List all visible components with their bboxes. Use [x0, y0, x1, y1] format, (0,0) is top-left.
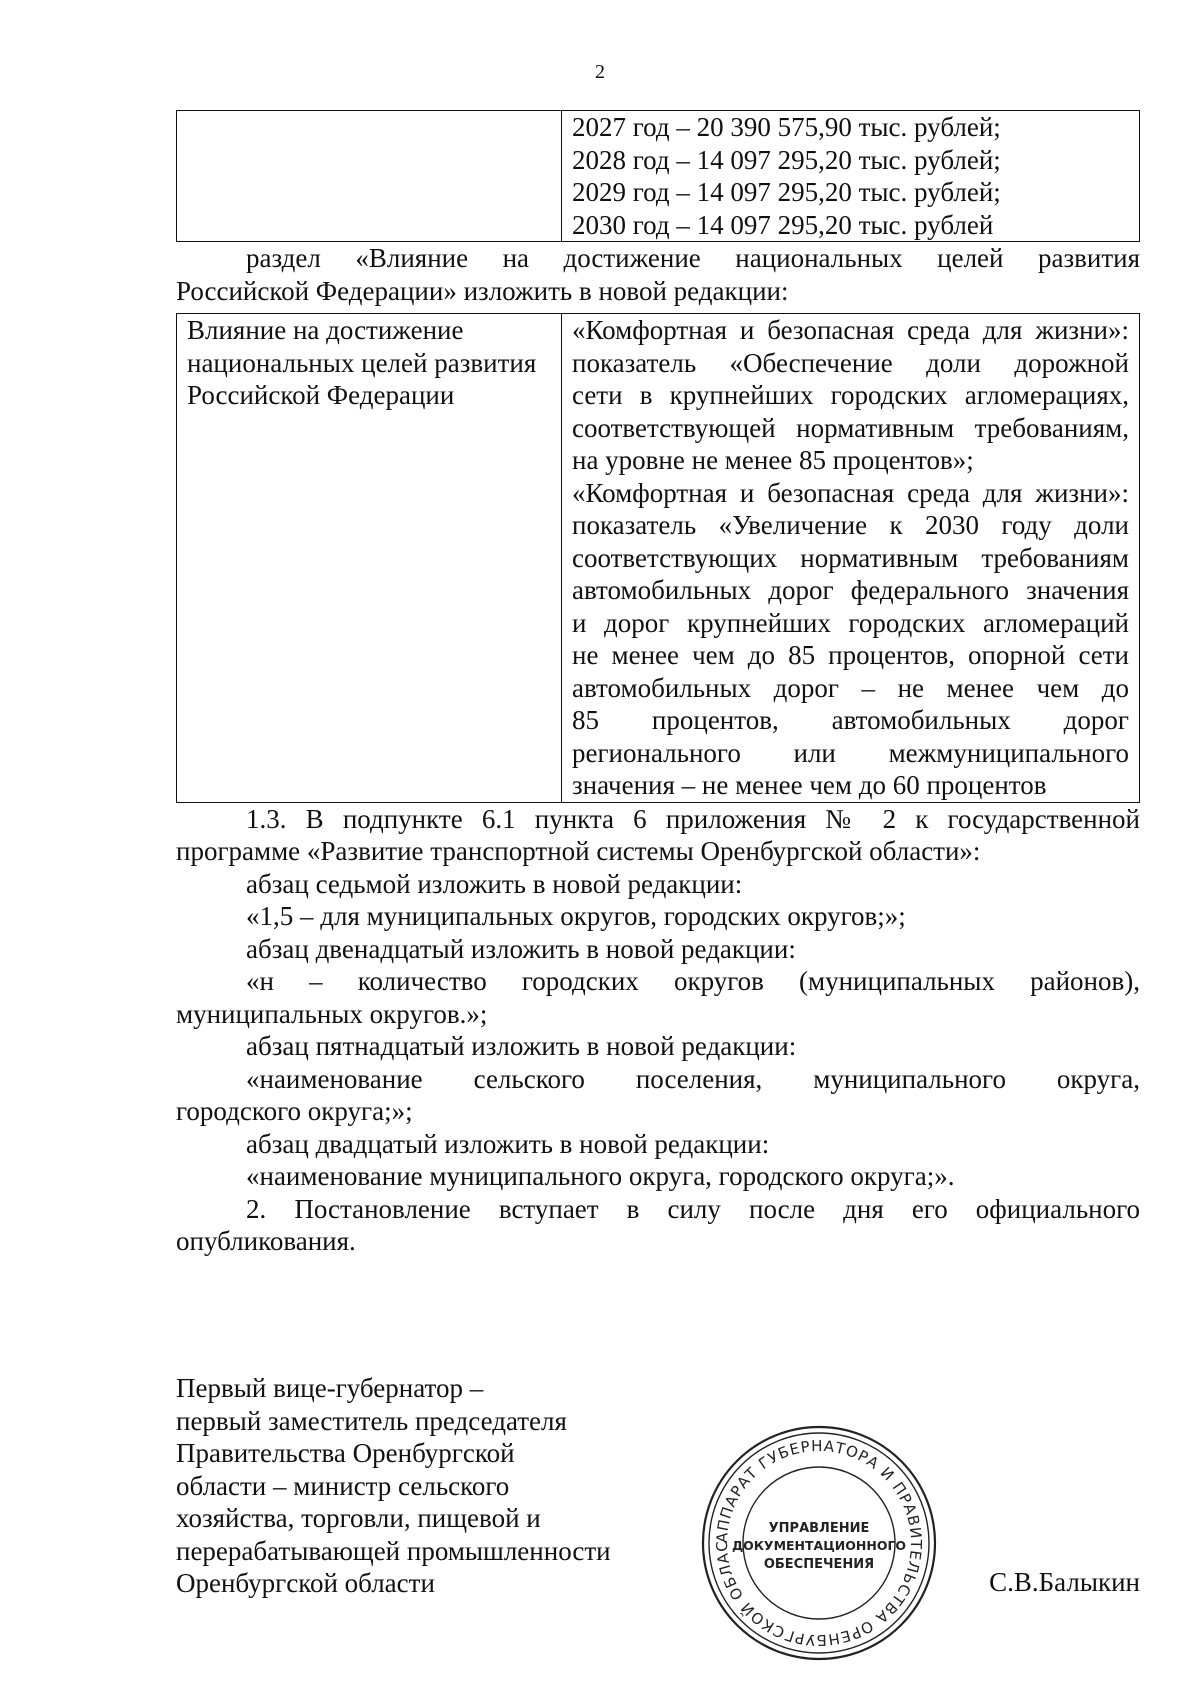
official-stamp	[698, 1422, 940, 1664]
stamp-center-line: ОБЕСПЕЧЕНИЯ	[763, 1557, 875, 1572]
impact-value-line: соответствующей нормативным требованиям,	[572, 412, 1129, 443]
signatory-title-line: Правительства Оренбургской	[176, 1438, 515, 1468]
stamp-seal-icon	[698, 1422, 940, 1664]
stamp-ring-text: АППАРАТ ГУБЕРНАТОРА И ПРАВИТЕЛЬСТВА ОРЕНБУРГСКОЙ ОБЛАС	[712, 1436, 926, 1650]
table-row	[177, 111, 1140, 242]
paragraph-2-line1: 2. Постановление вступает в силу после дня его официального	[246, 1193, 1140, 1224]
document-body	[176, 110, 1140, 1258]
section-intro	[176, 242, 1140, 307]
signatory-title-line: первый заместитель председателя	[176, 1405, 567, 1436]
impact-value-line: 85 процентов, автомобильных дорог	[572, 705, 1129, 735]
paragraph-1-3	[176, 803, 1140, 868]
impact-value-line: и дорог крупнейших городских агломераций	[572, 607, 1129, 638]
section-intro-line2: Российской Федерации» изложить в новой редакции:	[176, 275, 789, 306]
impact-value-line: показатель «Увеличение к 2030 году доли	[572, 510, 1129, 540]
impact-value-line: автомобильных дорог – не менее чем до	[572, 672, 1129, 703]
paragraph-twelfth-line1: «н – количество городских округов (муниципальных районов),	[246, 966, 1140, 996]
funding-table	[176, 110, 1140, 242]
stamp-center-line: УПРАВЛЕНИЕ	[768, 1521, 870, 1536]
table-row	[177, 314, 1140, 803]
paragraph-2-line2: опубликования.	[176, 1226, 356, 1256]
signatory-title-line: Оренбургской области	[176, 1568, 435, 1598]
impact-value-line: регионального или межмуниципального	[572, 737, 1129, 768]
signatory-title-line: хозяйства, торговли, пищевой и	[176, 1503, 541, 1533]
impact-value-line: на уровне не менее 85 процентов»;	[572, 445, 974, 475]
impact-label-line: национальных целей развития	[187, 347, 537, 378]
paragraph-1-3-line1: 1.3. В подпункте 6.1 пункта 6 приложения № 2 к государственной	[246, 803, 1140, 834]
funding-table-values-cell	[562, 111, 1140, 242]
impact-value-line: «Комфортная и безопасная среда для жизни»:	[572, 315, 1129, 345]
paragraph-fifteenth-heading: абзац пятнадцатый изложить в новой редакции:	[246, 1031, 797, 1061]
impact-value-line: сети в крупнейших городских агломерациях,	[572, 380, 1129, 410]
impact-value-line: не менее чем до 85 процентов, опорной сети	[572, 640, 1129, 670]
page-number: 2	[595, 61, 605, 83]
impact-table-value-cell	[562, 314, 1140, 803]
impact-table-label-cell	[177, 314, 562, 803]
paragraph-twentieth-heading: абзац двадцатый изложить в новой редакции:	[246, 1128, 770, 1159]
paragraph-1-3-line2: программе «Развитие транспортной системы Оренбургской области»:	[176, 836, 981, 866]
paragraph-fifteenth-line2: городского округа;»;	[176, 1096, 413, 1126]
impact-label-line: Влияние на достижение	[187, 315, 464, 345]
funding-row: 2029 год – 14 097 295,20 тыс. рублей;	[572, 177, 1001, 207]
paragraph-twelfth-line2: муниципальных округов.»;	[176, 998, 488, 1029]
paragraph-twentieth-text: «наименование муниципального округа, городского округа;».	[246, 1161, 955, 1191]
signatory-name: С.В.Балыкин	[989, 1567, 1140, 1597]
section-intro-line1: раздел «Влияние на достижение национальных целей развития	[246, 243, 1140, 273]
impact-value-line: значения – не менее чем до 60 процентов	[572, 770, 1047, 800]
impact-value-line: автомобильных дорог федерального значения	[572, 575, 1129, 605]
impact-table	[176, 313, 1140, 803]
impact-value-line: соответствующих нормативным требованиям	[572, 542, 1129, 573]
stamp-center-line: ДОКУМЕНТАЦИОННОГО	[731, 1538, 907, 1553]
paragraph-fifteenth-line1: «наименование сельского поселения, муниципального округа,	[246, 1063, 1140, 1094]
paragraph-seventh-text: «1,5 – для муниципальных округов, городских округов;»;	[246, 901, 906, 931]
funding-row: 2030 год – 14 097 295,20 тыс. рублей	[572, 209, 994, 240]
paragraph-2	[176, 1193, 1140, 1258]
signatory-title-line: перерабатывающей промышленности	[176, 1535, 611, 1566]
paragraph-twelfth-text	[176, 965, 1140, 1030]
signatory-title	[176, 1372, 676, 1600]
impact-value-line: показатель «Обеспечение доли дорожной	[572, 347, 1129, 378]
paragraph-fifteenth-text	[176, 1063, 1140, 1128]
impact-value-line: «Комфортная и безопасная среда для жизни»:	[572, 477, 1129, 508]
signatory-title-line: Первый вице-губернатор –	[176, 1373, 484, 1403]
funding-row: 2027 год – 20 390 575,90 тыс. рублей;	[572, 112, 1001, 142]
paragraph-twelfth-heading: абзац двенадцатый изложить в новой редакции:	[246, 933, 796, 964]
impact-label-line: Российской Федерации	[187, 380, 455, 410]
signatory-title-line: области – министр сельского	[176, 1470, 510, 1501]
paragraph-seventh-heading: абзац седьмой изложить в новой редакции:	[246, 868, 743, 899]
funding-row: 2028 год – 14 097 295,20 тыс. рублей;	[572, 144, 1001, 175]
funding-table-empty-cell	[177, 111, 562, 242]
